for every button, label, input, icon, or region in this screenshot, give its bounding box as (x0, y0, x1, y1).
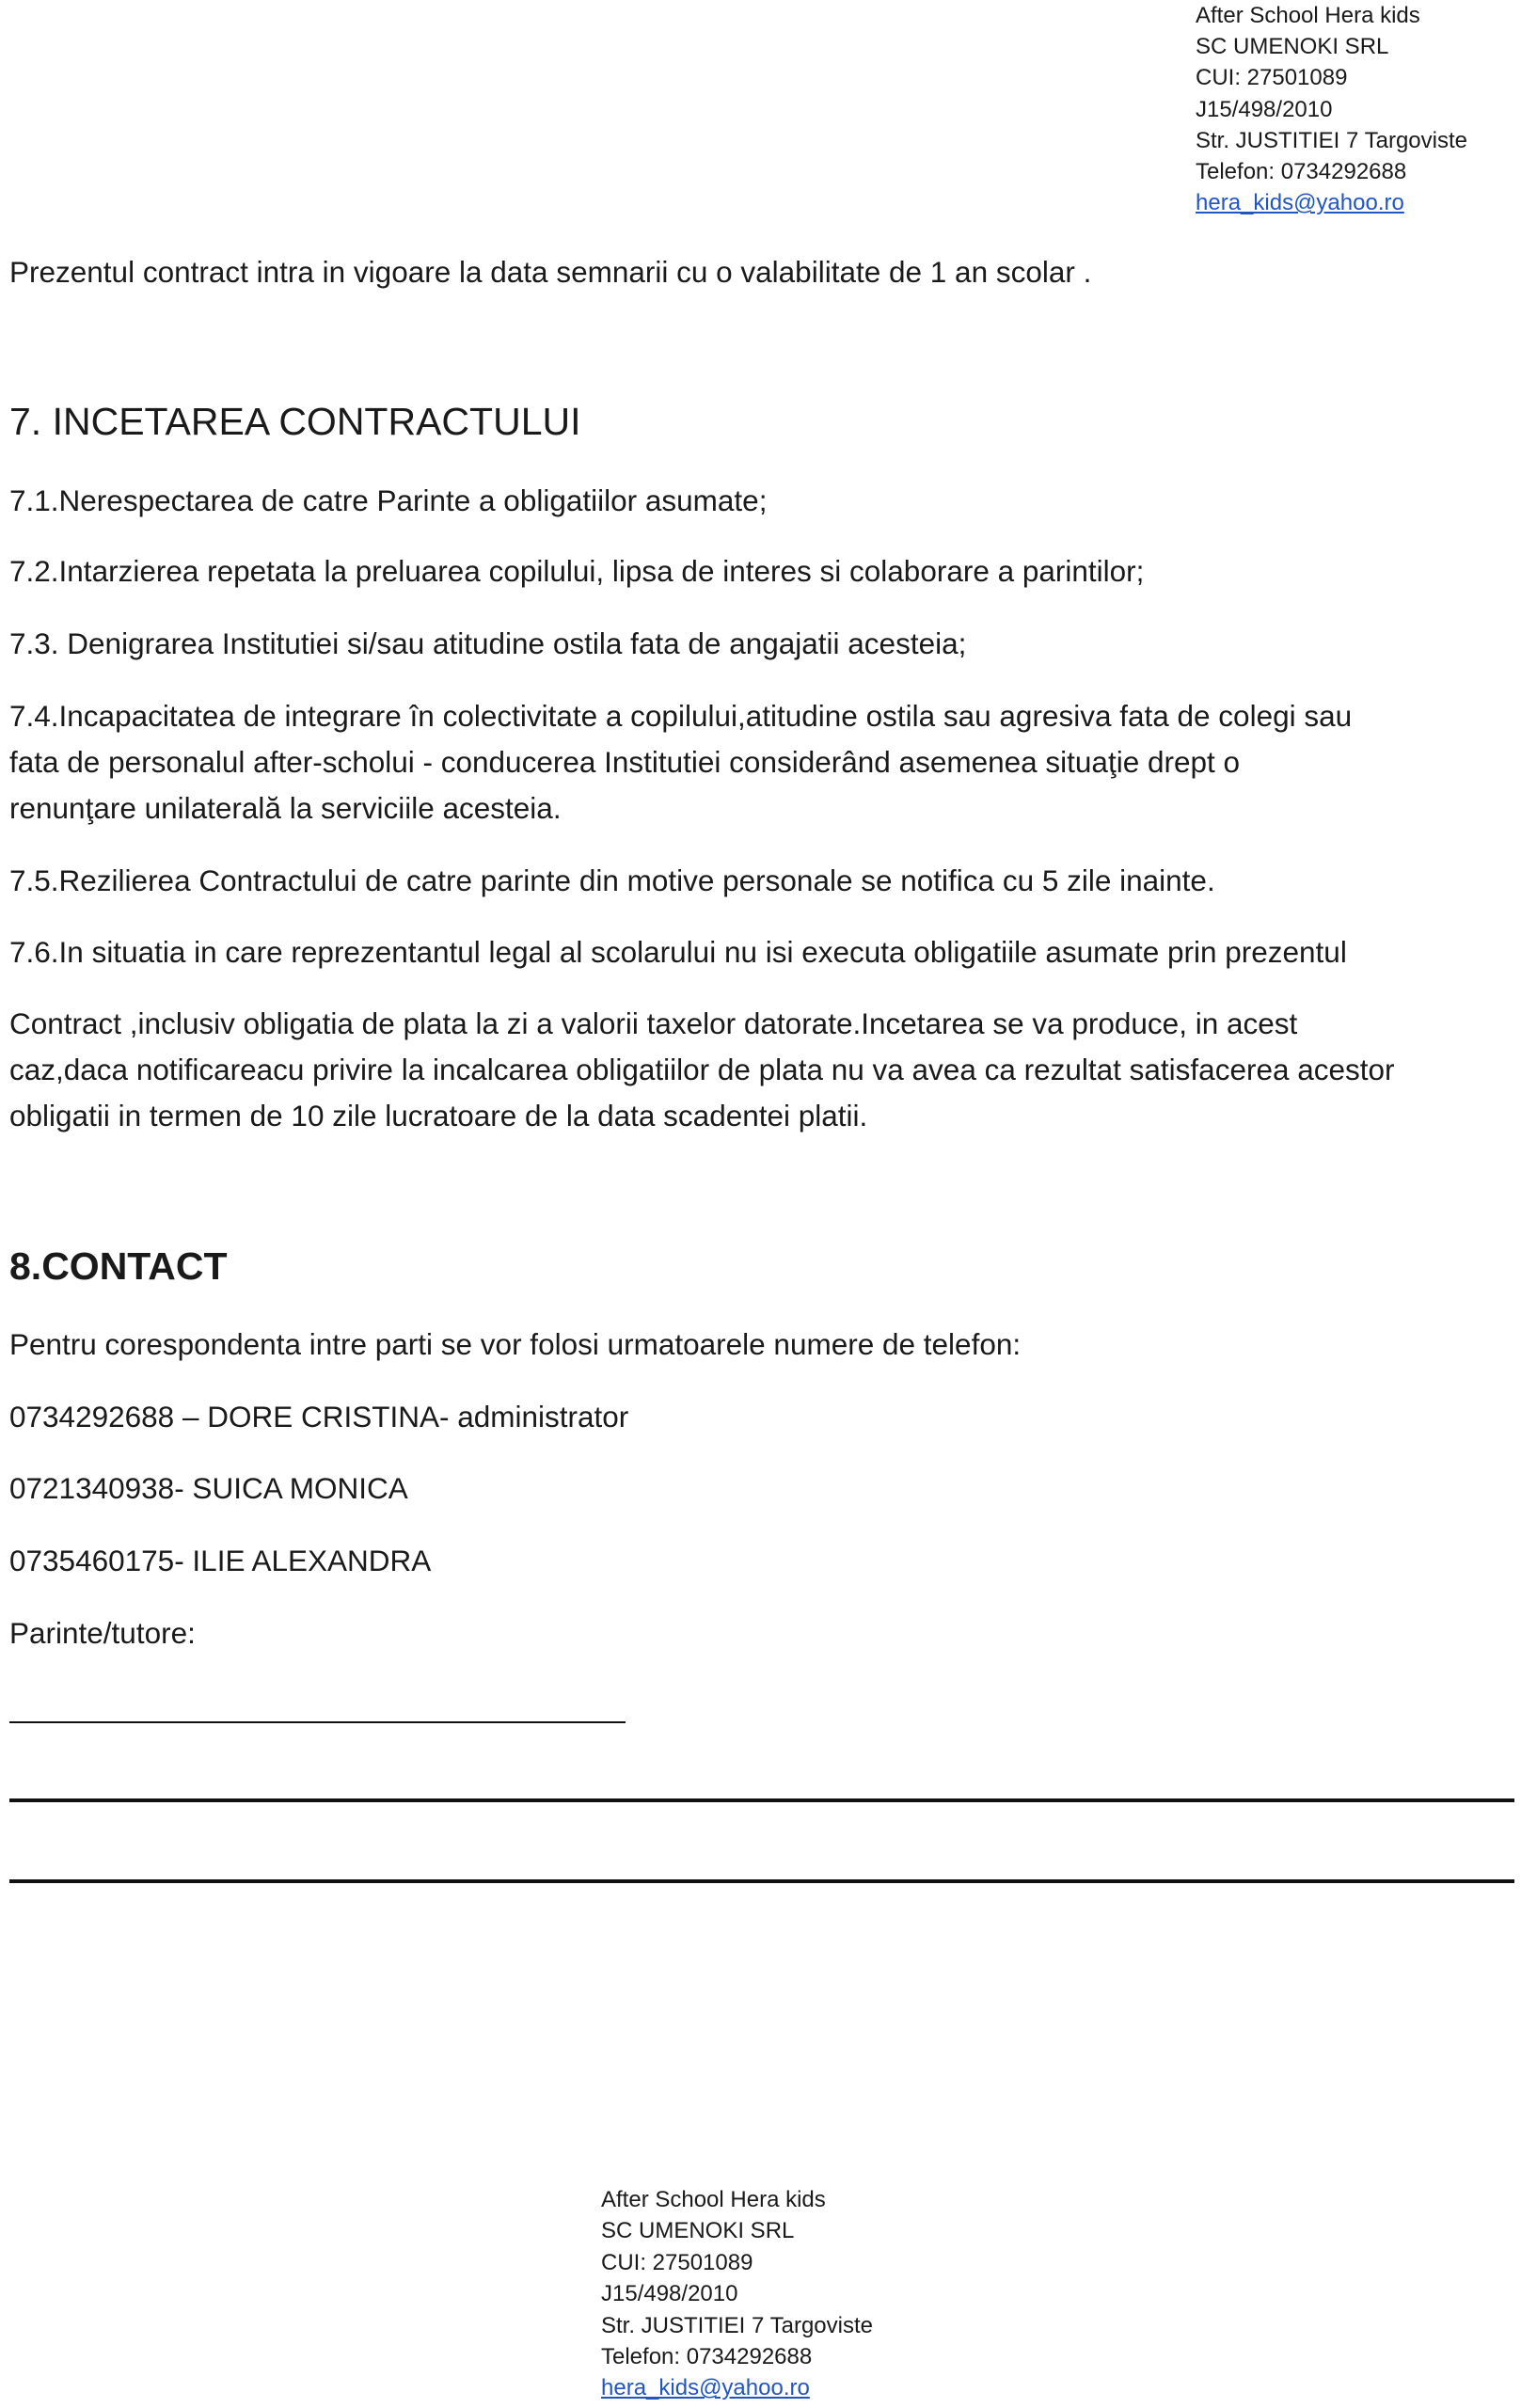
signature-label: Parinte/tutore: (9, 1616, 196, 1650)
header-cui: CUI: 27501089 (1196, 65, 1348, 91)
contact-administrator: 0734292688 – DORE CRISTINA- administrator (9, 1400, 629, 1434)
clause-7-6: 7.6.In situatia in care reprezentantul legal al scolarului nu isi executa obligatiile asumate prin prezentul (9, 935, 1347, 969)
clause-7-4-line-3: renunţare unilaterală la serviciile acesteia. (9, 791, 562, 825)
footer-company-block (601, 2184, 873, 2404)
header-email-link[interactable]: hera_kids@yahoo.ro (1196, 190, 1404, 216)
signature-line (9, 1721, 626, 1723)
contact-ilie-alexandra: 0735460175- ILIE ALEXANDRA (9, 1544, 432, 1577)
header-company-legal-name: SC UMENOKI SRL (1196, 34, 1389, 60)
footer-company-legal-name: SC UMENOKI SRL (601, 2218, 795, 2244)
header-phone: Telefon: 0734292688 (1196, 159, 1407, 185)
footer-email-link[interactable]: hera_kids@yahoo.ro (601, 2375, 810, 2401)
clause-7-1: 7.1.Nerespectarea de catre Parinte a obligatiilor asumate; (9, 483, 768, 517)
header-company-block (1196, 0, 1467, 218)
footer-cui: CUI: 27501089 (601, 2249, 753, 2275)
footer-address: Str. JUSTITIEI 7 Targoviste (601, 2312, 873, 2338)
clause-7-4-line-1: 7.4.Incapacitatea de integrare în colectivitate a copilului,atitudine ostila sau agresiva fata de colegi sau (9, 699, 1353, 733)
section-8-title: 8.CONTACT (9, 1244, 228, 1288)
header-registry: J15/498/2010 (1196, 96, 1333, 122)
clause-7-4-line-2: fata de personalul after-scholui - conducerea Institutiei considerând asemenea situaţie drept o (9, 745, 1241, 779)
clause-7-6-continuation-line-2: caz,daca notificareacu privire la incalcarea obligatiilor de plata nu va avea ca rezultat satisfacerea acestor (9, 1053, 1395, 1086)
section-7-title: 7. INCETAREA CONTRACTULUI (9, 400, 581, 443)
header-company-name: After School Hera kids (1196, 3, 1420, 28)
footer-registry: J15/498/2010 (601, 2281, 738, 2307)
blank-line-1 (9, 1798, 1514, 1802)
footer-phone: Telefon: 0734292688 (601, 2344, 813, 2370)
clause-7-2: 7.2.Intarzierea repetata la preluarea copilului, lipsa de interes si colaborare a parintilor; (9, 554, 1145, 588)
clause-7-3: 7.3. Denigrarea Institutiei si/sau atitudine ostila fata de angajatii acesteia; (9, 626, 967, 660)
contact-suica-monica: 0721340938- SUICA MONICA (9, 1471, 408, 1505)
blank-line-2 (9, 1879, 1514, 1883)
footer-company-name: After School Hera kids (601, 2187, 826, 2212)
contract-validity-text: Prezentul contract intra in vigoare la data semnarii cu o valabilitate de 1 an scolar . (9, 255, 1092, 289)
header-address: Str. JUSTITIEI 7 Targoviste (1196, 127, 1467, 153)
contact-intro: Pentru corespondenta intre parti se vor folosi urmatoarele numere de telefon: (9, 1327, 1022, 1361)
clause-7-5: 7.5.Rezilierea Contractului de catre parinte din motive personale se notifica cu 5 zile inainte. (9, 863, 1215, 897)
clause-7-6-continuation-line-3: obligatii in termen de 10 zile lucratoare de la data scadentei platii. (9, 1099, 868, 1133)
clause-7-6-continuation-line-1: Contract ,inclusiv obligatia de plata la zi a valorii taxelor datorate.Incetarea se va produce, in acest (9, 1006, 1298, 1040)
